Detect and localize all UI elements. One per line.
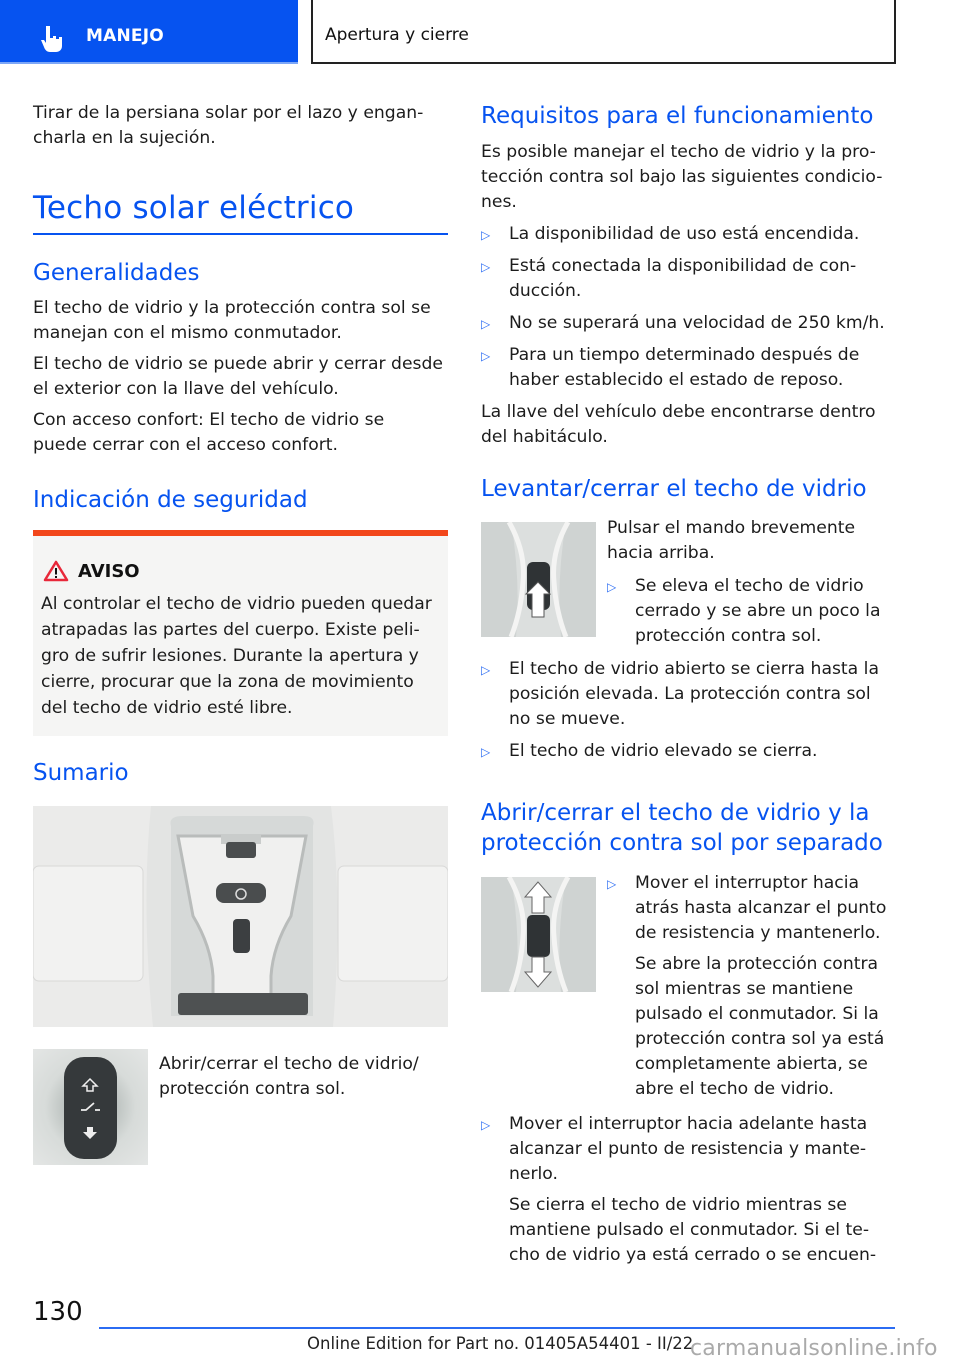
warning-box (33, 530, 448, 736)
section-title-box (311, 0, 896, 64)
levantar-item: ▷ El techo de vidrio abierto se cierra hasta la posición elevada. La protección contra sol no se mueve. (481, 657, 879, 732)
heading-seguridad: Indicación de seguridad (33, 487, 308, 513)
hand-pointer-icon (38, 24, 68, 54)
separado-item-back: ▷ Mover el interruptor hacia atrás hasta alcanzar el punto de resistencia y mantenerlo. Se abre la protección contra sol mientras se mantiene pulsado el conmutador. Si la protección contra sol ya está completamente abierta, se abre el techo de vidrio. (607, 871, 886, 1102)
sunroof-switch-image (33, 1049, 148, 1165)
bullet-triangle-icon: ▷ (481, 349, 491, 363)
chapter-tab[interactable] (0, 0, 298, 64)
bullet-triangle-icon: ▷ (481, 228, 491, 242)
warning-triangle-icon (43, 560, 69, 582)
heading-sumario: Sumario (33, 760, 129, 786)
generalidades-text: El techo de vidrio y la protección contra sol se manejan con el mismo conmutador. El techo de vidrio se puede abrir y cerrar desde el exterior con la llave del vehículo. Con acceso confort: El techo de vidrio se puede cerrar con el acceso confort. (33, 298, 443, 455)
switch-push-up-image (481, 522, 596, 637)
levantar-item: ▷ El techo de vidrio elevado se cierra. (481, 739, 818, 765)
requisitos-intro: Es posible manejar el techo de vidrio y la pro- tección contra sol bajo las siguientes condicio- nes. (481, 142, 883, 212)
heading-levantar: Levantar/cerrar el techo de vidrio (481, 476, 867, 502)
separado-item-forward: ▷ Mover el interruptor hacia adelante hasta alcanzar el punto de resistencia y mante- nerlo. Se cierra el techo de vidrio mientras se mantiene pulsado el conmutador. Si el te- cho de vidrio ya está cerrado o se encuen- (481, 1112, 876, 1268)
warning-text: Al controlar el techo de vidrio pueden quedar atrapadas las partes del cuerpo. Existe peli- gro de sufrir lesiones. Durante la apertura y cierre, procurar que la zona de movimiento del techo de vidrio esté libre. (41, 594, 432, 718)
requirement-item: ▷ No se superará una velocidad de 250 km/h. (481, 311, 885, 337)
roof-console-overview-image (33, 806, 448, 1027)
bullet-triangle-icon: ▷ (481, 745, 491, 759)
bullet-triangle-icon: ▷ (607, 877, 617, 891)
requirement-item: ▷ La disponibilidad de uso está encendida. (481, 222, 859, 248)
section-title: Apertura y cierre (325, 25, 469, 45)
chapter-tab-label: MANEJO (86, 26, 164, 46)
switch-slide-back-forward-image (481, 877, 596, 992)
footer-rule (99, 1327, 895, 1329)
bullet-triangle-icon: ▷ (481, 663, 491, 677)
edition-text: Online Edition for Part no. 01405A54401 - II/22 (307, 1334, 694, 1353)
warning-title: AVISO (78, 561, 140, 582)
page-number: 130 (33, 1297, 83, 1327)
requirement-item: ▷ Está conectada la disponibilidad de con- ducción. (481, 254, 856, 304)
watermark-link[interactable]: carmanualsonline.info (690, 1336, 938, 1361)
levantar-instruction: Pulsar el mando brevemente hacia arriba. (607, 518, 856, 563)
levantar-result-item: ▷ Se eleva el techo de vidrio cerrado y se abre un poco la protección contra sol. (607, 574, 880, 649)
switch-caption: Abrir/cerrar el techo de vidrio/ protección contra sol. (159, 1054, 419, 1099)
bullet-triangle-icon: ▷ (481, 260, 491, 274)
requirement-item: ▷ Para un tiempo determinado después de haber establecido el estado de reposo. (481, 343, 859, 393)
page-title: Techo solar eléctrico (33, 190, 355, 226)
intro-text: Tirar de la persiana solar por el lazo y engan- charla en la sujeción. (33, 103, 424, 148)
heading-separado: Abrir/cerrar el techo de vidrio y la protección contra sol por separado (481, 800, 883, 856)
requisitos-note: La llave del vehículo debe encontrarse dentro del habitáculo. (481, 402, 876, 447)
bullet-triangle-icon: ▷ (481, 317, 491, 331)
bullet-triangle-icon: ▷ (607, 580, 617, 594)
bullet-triangle-icon: ▷ (481, 1118, 491, 1132)
heading-requisitos: Requisitos para el funcionamiento (481, 103, 874, 129)
title-rule (33, 233, 448, 235)
heading-generalidades: Generalidades (33, 260, 200, 286)
